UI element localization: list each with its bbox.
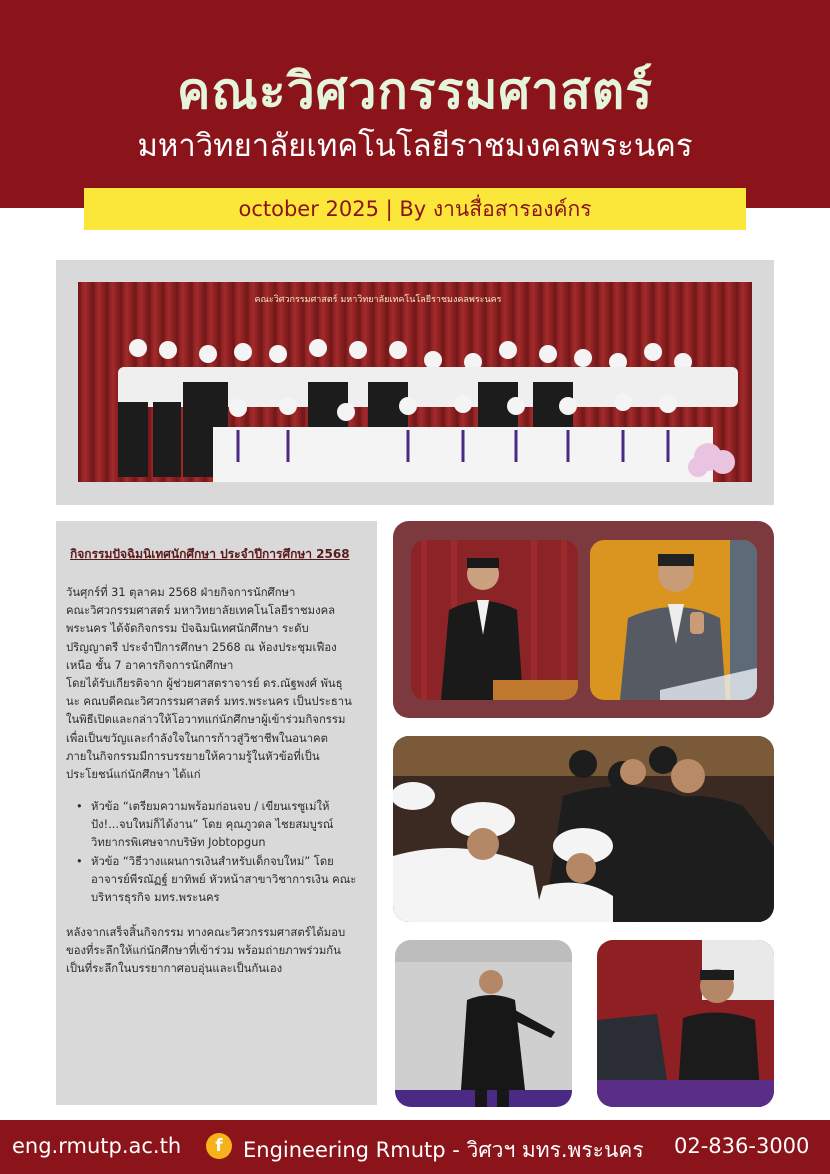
article-line: พระนคร ได้จัดกิจกรรม ปัจฉิมนิเทศนักศึกษา ระดับ xyxy=(66,622,309,636)
article-intro xyxy=(66,584,371,784)
group-photo xyxy=(78,282,752,482)
article-line: ในพิธีเปิดและกล่าวให้โอวาทแก่นักศึกษาผู้เข้าร่วมกิจกรรม xyxy=(66,713,346,727)
topic-line: วิทยากรพิเศษจากบริษัท Jobtopgun xyxy=(91,836,266,850)
presenter-laptop-photo xyxy=(597,940,774,1107)
facebook-icon: f xyxy=(206,1133,232,1159)
article-closing xyxy=(66,924,371,979)
article-line: วันศุกร์ที่ 31 ตุลาคม 2568 ฝ่ายกิจการนักศึกษา xyxy=(66,586,296,599)
article-line: ของที่ระลึกให้แก่นักศึกษาที่เข้าร่วม พร้อมถ่ายภาพร่วมกัน xyxy=(66,944,341,958)
topic-item xyxy=(76,798,371,853)
topic-list xyxy=(76,798,371,907)
article-line: ภายในกิจกรรมมีการบรรยายให้ความรู้ในหัวข้อที่เป็น xyxy=(66,749,320,763)
facebook-page-link[interactable]: Engineering Rmutp - วิศวฯ มทร.พระนคร xyxy=(243,1138,644,1162)
article-line: ประโยชน์แก่นักศึกษา ได้แก่ xyxy=(66,768,201,782)
lecturer-photo xyxy=(395,940,572,1107)
speaker-photo-host xyxy=(590,540,757,700)
article-line: ปริญญาตรี ประจำปีการศึกษา 2568 ณ ห้องประชุมเฟือง xyxy=(66,640,337,654)
article-line: เพื่อเป็นขวัญและกำลังใจในการก้าวสู่วิชาชีพในอนาคต xyxy=(66,731,328,745)
article-line: นะ คณบดีคณะวิศวกรรมศาสตร์ มทร.พระนคร เป็นประธาน xyxy=(66,695,352,709)
article-title: กิจกรรมปัจฉิมนิเทศนักศึกษา ประจำปีการศึกษา 2568 xyxy=(70,547,350,561)
topic-line: อาจารย์พีรณัฏฐ์ ยาทิพย์ หัวหน้าสาขาวิชาการเงิน คณะ xyxy=(91,872,357,886)
article-line: หลังจากเสร็จสิ้นกิจกรรม ทางคณะวิศวกรรมศาสตร์ได้มอบ xyxy=(66,926,346,939)
article-line: เป็นที่ระลึกในบรรยากาศอบอุ่นและเป็นกันเอง xyxy=(66,962,283,976)
audience-photo xyxy=(393,736,774,922)
topic-line: ปัง!...จบใหม่ก็ได้งาน” โดย คุณภูวดล ไชยสมบูรณ์ xyxy=(91,818,334,832)
phone-number: 02-836-3000 xyxy=(674,1134,810,1158)
footer-bar xyxy=(0,1120,830,1174)
article-line: เหนือ ชั้น 7 อาคารกิจการนักศึกษา xyxy=(66,658,234,672)
article-line: โดยได้รับเกียรติจาก ผู้ช่วยศาสตราจารย์ ดร.ณัฐพงศ์ พันธุ xyxy=(66,677,343,691)
university-subtitle: มหาวิทยาลัยเทคโนโลยีราชมงคลพระนคร xyxy=(137,128,693,164)
dateline-bar: october 2025 | By งานสื่อสารองค์กร xyxy=(84,188,746,230)
speaker-photo-dean xyxy=(411,540,578,700)
topic-line: บริหารธุรกิจ มทร.พระนคร xyxy=(91,891,220,905)
website-link[interactable]: eng.rmutp.ac.th xyxy=(12,1134,182,1158)
topic-line: • หัวข้อ “วิธีวางแผนการเงินสำหรับเด็กจบใหม่” โดย xyxy=(91,854,334,868)
article-line: คณะวิศวกรรมศาสตร์ มหาวิทยาลัยเทคโนโลยีราชมงคล xyxy=(66,604,336,618)
topic-line: • หัวข้อ “เตรียมความพร้อมก่อนจบ / เขียนเรซูเม่ให้ xyxy=(91,800,330,813)
faculty-title: คณะวิศวกรรมศาสตร์ xyxy=(176,62,654,120)
hero-banner-text: คณะวิศวกรรมศาสตร์ มหาวิทยาลัยเทคโนโลยีราชมงคลพระนคร xyxy=(254,295,502,305)
topic-item xyxy=(76,853,371,908)
